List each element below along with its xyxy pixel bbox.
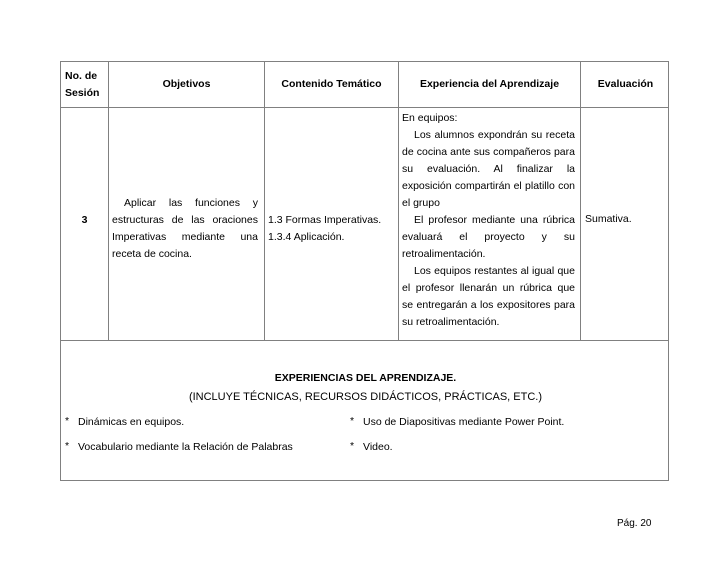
content-line-1: 1.3 Formas Imperativas. <box>268 214 382 226</box>
header-evaluation: Evaluación <box>597 78 654 90</box>
evaluation-text: Sumativa. <box>585 213 632 225</box>
column-divider <box>264 62 265 340</box>
bullet-marker: * <box>65 440 70 452</box>
experience-item-left-1: Dinámicas en equipos. <box>78 416 185 428</box>
experience-item-right-1: Uso de Diapositivas mediante Power Point. <box>363 416 565 428</box>
experience-paragraph-3: Los equipos restantes al igual que el profesor llenarán un rúbrica que se entregarán a los expositores para su retroalimentación. <box>402 265 575 328</box>
session-number: 3 <box>81 214 88 226</box>
column-divider <box>398 62 399 340</box>
header-experience: Experiencia del Aprendizaje <box>419 78 560 90</box>
lesson-plan-table <box>60 61 669 481</box>
content-text <box>268 212 396 246</box>
column-divider <box>580 62 581 340</box>
row-divider <box>61 107 668 108</box>
bullet-marker: * <box>65 415 70 427</box>
content-line-2: 1.3.4 Aplicación. <box>268 231 345 243</box>
column-divider <box>108 62 109 340</box>
experience-item-left-2: Vocabulario mediante la Relación de Palabras <box>78 441 293 453</box>
header-objectives: Objetivos <box>162 78 211 90</box>
experience-intro: En equipos: <box>402 112 458 124</box>
page-number: Pág. 20 <box>617 518 652 529</box>
experience-paragraph-2: El profesor mediante una rúbrica evaluará el proyecto y su retroalimentación. <box>402 214 575 260</box>
header-session: No. de Sesión <box>65 70 100 99</box>
experiences-title: EXPERIENCIAS DEL APRENDIZAJE. <box>274 372 457 384</box>
header-content: Contenido Temático <box>281 78 382 90</box>
bullet-marker: * <box>350 415 355 427</box>
experiences-subtitle: (INCLUYE TÉCNICAS, RECURSOS DIDÁCTICOS, PRÁCTICAS, ETC.) <box>188 391 543 403</box>
objectives-text: Aplicar las funciones y estructuras de las oraciones Imperativas mediante una receta de cocina. <box>112 197 258 260</box>
row-divider <box>61 340 668 341</box>
bullet-marker: * <box>350 440 355 452</box>
experience-item-right-2: Video. <box>363 441 393 453</box>
experience-text <box>402 110 575 331</box>
experience-paragraph-1: Los alumnos expondrán su receta de cocina ante sus compañeros para su evaluación. Al finalizar la exposición compartirán el platillo con el grupo <box>402 129 575 209</box>
